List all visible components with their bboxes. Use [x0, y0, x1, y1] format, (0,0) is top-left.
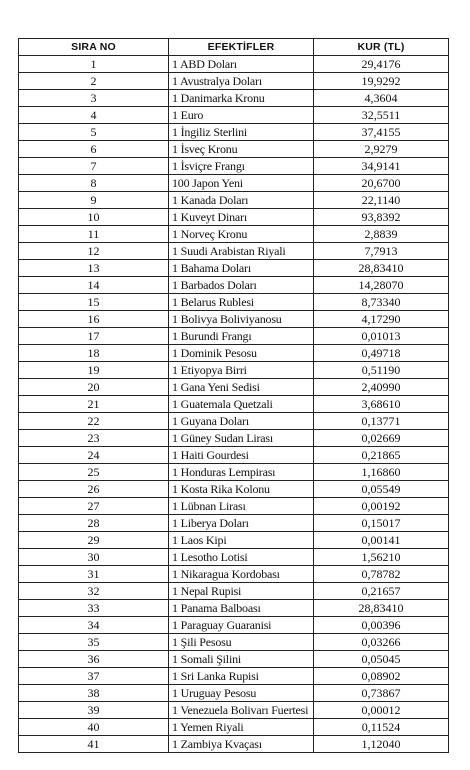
table-row [19, 192, 449, 209]
table-row [19, 430, 449, 447]
efektif-cell: 1 Danimarka Kronu [169, 90, 314, 107]
efektif-cell: 1 Haiti Gourdesi [169, 447, 314, 464]
efektif-cell: 1 İsviçre Frangı [169, 158, 314, 175]
kur-cell: 32,5511 [314, 107, 449, 124]
efektif-cell: 1 Lesotho Lotisi [169, 549, 314, 566]
sira-no-cell: 18 [19, 345, 169, 362]
sira-no-cell: 13 [19, 260, 169, 277]
kur-cell: 34,9141 [314, 158, 449, 175]
sira-no-cell: 10 [19, 209, 169, 226]
kur-cell: 2,8839 [314, 226, 449, 243]
sira-no-cell: 4 [19, 107, 169, 124]
table-row [19, 328, 449, 345]
table-row [19, 124, 449, 141]
header-row [19, 39, 449, 56]
efektif-cell: 1 Uruguay Pesosu [169, 685, 314, 702]
table-row [19, 90, 449, 107]
kur-cell: 1,16860 [314, 464, 449, 481]
efektif-cell: 1 Güney Sudan Lirası [169, 430, 314, 447]
kur-cell: 4,17290 [314, 311, 449, 328]
kur-cell: 0,11524 [314, 719, 449, 736]
sira-no-cell: 22 [19, 413, 169, 430]
sira-no-cell: 33 [19, 600, 169, 617]
kur-cell: 29,4176 [314, 56, 449, 73]
efektif-cell: 1 Kuveyt Dinarı [169, 209, 314, 226]
sira-no-cell: 36 [19, 651, 169, 668]
sira-no-cell: 8 [19, 175, 169, 192]
sira-no-cell: 39 [19, 702, 169, 719]
sira-no-cell: 9 [19, 192, 169, 209]
kur-cell: 28,83410 [314, 600, 449, 617]
table-row [19, 481, 449, 498]
sira-no-cell: 12 [19, 243, 169, 260]
column-header-kur: KUR (TL) [314, 39, 449, 56]
kur-cell: 3,68610 [314, 396, 449, 413]
kur-cell: 7,7913 [314, 243, 449, 260]
sira-no-cell: 20 [19, 379, 169, 396]
table-row [19, 413, 449, 430]
efektif-cell: 1 Euro [169, 107, 314, 124]
sira-no-cell: 17 [19, 328, 169, 345]
sira-no-cell: 30 [19, 549, 169, 566]
efektif-cell: 1 Yemen Riyali [169, 719, 314, 736]
kur-cell: 93,8392 [314, 209, 449, 226]
sira-no-cell: 35 [19, 634, 169, 651]
table-row [19, 243, 449, 260]
efektif-cell: 1 Gana Yeni Sedisi [169, 379, 314, 396]
table-row [19, 702, 449, 719]
efektif-cell: 1 Barbados Doları [169, 277, 314, 294]
table-row [19, 362, 449, 379]
table-row [19, 158, 449, 175]
kur-cell: 0,21657 [314, 583, 449, 600]
kur-cell: 0,21865 [314, 447, 449, 464]
table-row [19, 532, 449, 549]
kur-cell: 2,40990 [314, 379, 449, 396]
table-header [19, 39, 449, 56]
efektif-cell: 1 Burundi Frangı [169, 328, 314, 345]
efektif-cell: 1 Zambiya Kvaçası [169, 736, 314, 753]
kur-cell: 0,00141 [314, 532, 449, 549]
efektif-cell: 1 Belarus Rublesi [169, 294, 314, 311]
column-header-efektifler: EFEKTİFLER [169, 39, 314, 56]
sira-no-cell: 29 [19, 532, 169, 549]
sira-no-cell: 40 [19, 719, 169, 736]
sira-no-cell: 23 [19, 430, 169, 447]
efektif-cell: 1 Avustralya Doları [169, 73, 314, 90]
table-row [19, 345, 449, 362]
kur-cell: 28,83410 [314, 260, 449, 277]
table-row [19, 600, 449, 617]
sira-no-cell: 26 [19, 481, 169, 498]
efektif-cell: 1 Honduras Lempirası [169, 464, 314, 481]
table-row [19, 260, 449, 277]
exchange-rate-table [18, 38, 449, 753]
efektif-cell: 1 Bahama Doları [169, 260, 314, 277]
kur-cell: 0,05549 [314, 481, 449, 498]
sira-no-cell: 2 [19, 73, 169, 90]
efektif-cell: 1 Guyana Doları [169, 413, 314, 430]
table-body [19, 56, 449, 753]
efektif-cell: 100 Japon Yeni [169, 175, 314, 192]
efektif-cell: 1 Panama Balboası [169, 600, 314, 617]
sira-no-cell: 16 [19, 311, 169, 328]
efektif-cell: 1 İsveç Kronu [169, 141, 314, 158]
sira-no-cell: 5 [19, 124, 169, 141]
table-row [19, 175, 449, 192]
table-row [19, 634, 449, 651]
kur-cell: 19,9292 [314, 73, 449, 90]
kur-cell: 4,3604 [314, 90, 449, 107]
efektif-cell: 1 Sri Lanka Rupisi [169, 668, 314, 685]
efektif-cell: 1 Kanada Doları [169, 192, 314, 209]
sira-no-cell: 15 [19, 294, 169, 311]
efektif-cell: 1 İngiliz Sterlini [169, 124, 314, 141]
kur-cell: 1,56210 [314, 549, 449, 566]
table-row [19, 107, 449, 124]
kur-cell: 0,08902 [314, 668, 449, 685]
efektif-cell: 1 Bolivya Boliviyanosu [169, 311, 314, 328]
kur-cell: 14,28070 [314, 277, 449, 294]
table-row [19, 209, 449, 226]
efektif-cell: 1 Nikaragua Kordobası [169, 566, 314, 583]
efektif-cell: 1 ABD Doları [169, 56, 314, 73]
efektif-cell: 1 Kosta Rika Kolonu [169, 481, 314, 498]
kur-cell: 0,51190 [314, 362, 449, 379]
sira-no-cell: 25 [19, 464, 169, 481]
table-row [19, 651, 449, 668]
sira-no-cell: 11 [19, 226, 169, 243]
table-row [19, 583, 449, 600]
kur-cell: 0,01013 [314, 328, 449, 345]
document-sheet [18, 38, 448, 753]
efektif-cell: 1 Nepal Rupisi [169, 583, 314, 600]
table-row [19, 294, 449, 311]
kur-cell: 8,73340 [314, 294, 449, 311]
table-row [19, 379, 449, 396]
efektif-cell: 1 Guatemala Quetzali [169, 396, 314, 413]
sira-no-cell: 27 [19, 498, 169, 515]
kur-cell: 0,78782 [314, 566, 449, 583]
sira-no-cell: 19 [19, 362, 169, 379]
sira-no-cell: 7 [19, 158, 169, 175]
sira-no-cell: 37 [19, 668, 169, 685]
kur-cell: 0,02669 [314, 430, 449, 447]
kur-cell: 0,00192 [314, 498, 449, 515]
table-row [19, 73, 449, 90]
sira-no-cell: 34 [19, 617, 169, 634]
table-row [19, 685, 449, 702]
kur-cell: 0,00396 [314, 617, 449, 634]
efektif-cell: 1 Lübnan Lirası [169, 498, 314, 515]
table-row [19, 396, 449, 413]
table-row [19, 226, 449, 243]
efektif-cell: 1 Liberya Doları [169, 515, 314, 532]
efektif-cell: 1 Laos Kipi [169, 532, 314, 549]
sira-no-cell: 1 [19, 56, 169, 73]
efektif-cell: 1 Venezuela Bolivarı Fuertesi [169, 702, 314, 719]
sira-no-cell: 38 [19, 685, 169, 702]
table-row [19, 617, 449, 634]
sira-no-cell: 21 [19, 396, 169, 413]
table-row [19, 56, 449, 73]
table-row [19, 719, 449, 736]
efektif-cell: 1 Suudi Arabistan Riyali [169, 243, 314, 260]
sira-no-cell: 14 [19, 277, 169, 294]
sira-no-cell: 32 [19, 583, 169, 600]
table-row [19, 311, 449, 328]
kur-cell: 0,00012 [314, 702, 449, 719]
efektif-cell: 1 Şili Pesosu [169, 634, 314, 651]
table-row [19, 277, 449, 294]
sira-no-cell: 6 [19, 141, 169, 158]
table-row [19, 566, 449, 583]
kur-cell: 0,05045 [314, 651, 449, 668]
kur-cell: 1,12040 [314, 736, 449, 753]
kur-cell: 0,15017 [314, 515, 449, 532]
table-row [19, 141, 449, 158]
efektif-cell: 1 Norveç Kronu [169, 226, 314, 243]
kur-cell: 0,03266 [314, 634, 449, 651]
sira-no-cell: 3 [19, 90, 169, 107]
kur-cell: 20,6700 [314, 175, 449, 192]
table-row [19, 464, 449, 481]
efektif-cell: 1 Etiyopya Birri [169, 362, 314, 379]
table-row [19, 549, 449, 566]
kur-cell: 0,49718 [314, 345, 449, 362]
column-header-sira-no: SIRA NO [19, 39, 169, 56]
table-row [19, 498, 449, 515]
table-row [19, 515, 449, 532]
table-row [19, 447, 449, 464]
kur-cell: 0,73867 [314, 685, 449, 702]
sira-no-cell: 41 [19, 736, 169, 753]
efektif-cell: 1 Paraguay Guaranisi [169, 617, 314, 634]
kur-cell: 2,9279 [314, 141, 449, 158]
table-row [19, 736, 449, 753]
sira-no-cell: 28 [19, 515, 169, 532]
kur-cell: 22,1140 [314, 192, 449, 209]
sira-no-cell: 24 [19, 447, 169, 464]
table-row [19, 668, 449, 685]
kur-cell: 37,4155 [314, 124, 449, 141]
efektif-cell: 1 Dominik Pesosu [169, 345, 314, 362]
efektif-cell: 1 Somali Şilini [169, 651, 314, 668]
kur-cell: 0,13771 [314, 413, 449, 430]
sira-no-cell: 31 [19, 566, 169, 583]
